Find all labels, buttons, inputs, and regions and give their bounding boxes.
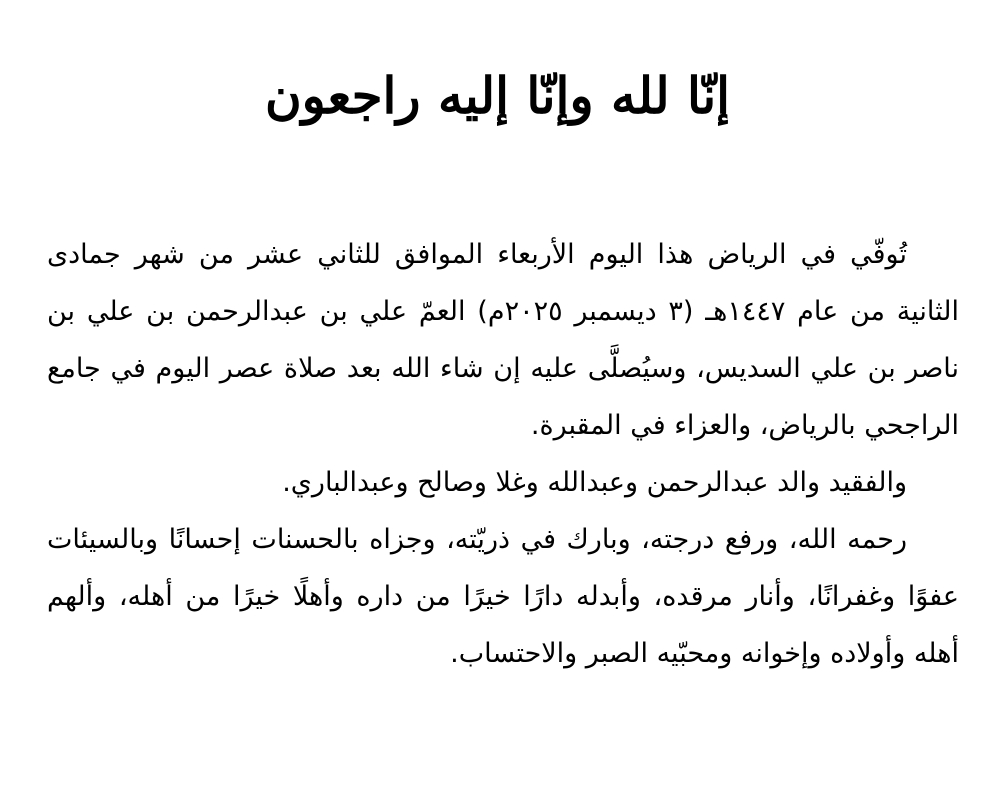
children-paragraph: والفقيد والد عبدالرحمن وعبدالله وغلا وصالح وعبدالباري. xyxy=(282,467,907,498)
announcement-paragraph: تُوفّي في الرياض هذا اليوم الأربعاء الموافق للثاني عشر من شهر جمادى الثانية من عام ١٤٤٧هـ (٣ ديسمبر ٢٠٢٥م) العمّ علي بن عبدالرحمن بن علي بن ناصر بن علي السديس، وسيُصلَّى عليه إن شاء الله بعد صلاة عصر اليوم في جامع الراجحي بالرياض، والعزاء في المقبرة. xyxy=(47,239,959,441)
prayer-paragraph: رحمه الله، ورفع درجته، وبارك في ذريّته، وجزاه بالحسنات إحسانًا وبالسيئات عفوًا وغفرانًا، وأنار مرقده، وأبدله دارًا خيرًا من داره وأهلًا خيرًا من أهله، وألهم أهله وأولاده وإخوانه ومحبّيه الصبر والاحتساب. xyxy=(47,524,959,669)
obituary-body xyxy=(47,226,959,682)
page-title: إنّا لله وإنّا إليه راجعون xyxy=(264,66,731,125)
